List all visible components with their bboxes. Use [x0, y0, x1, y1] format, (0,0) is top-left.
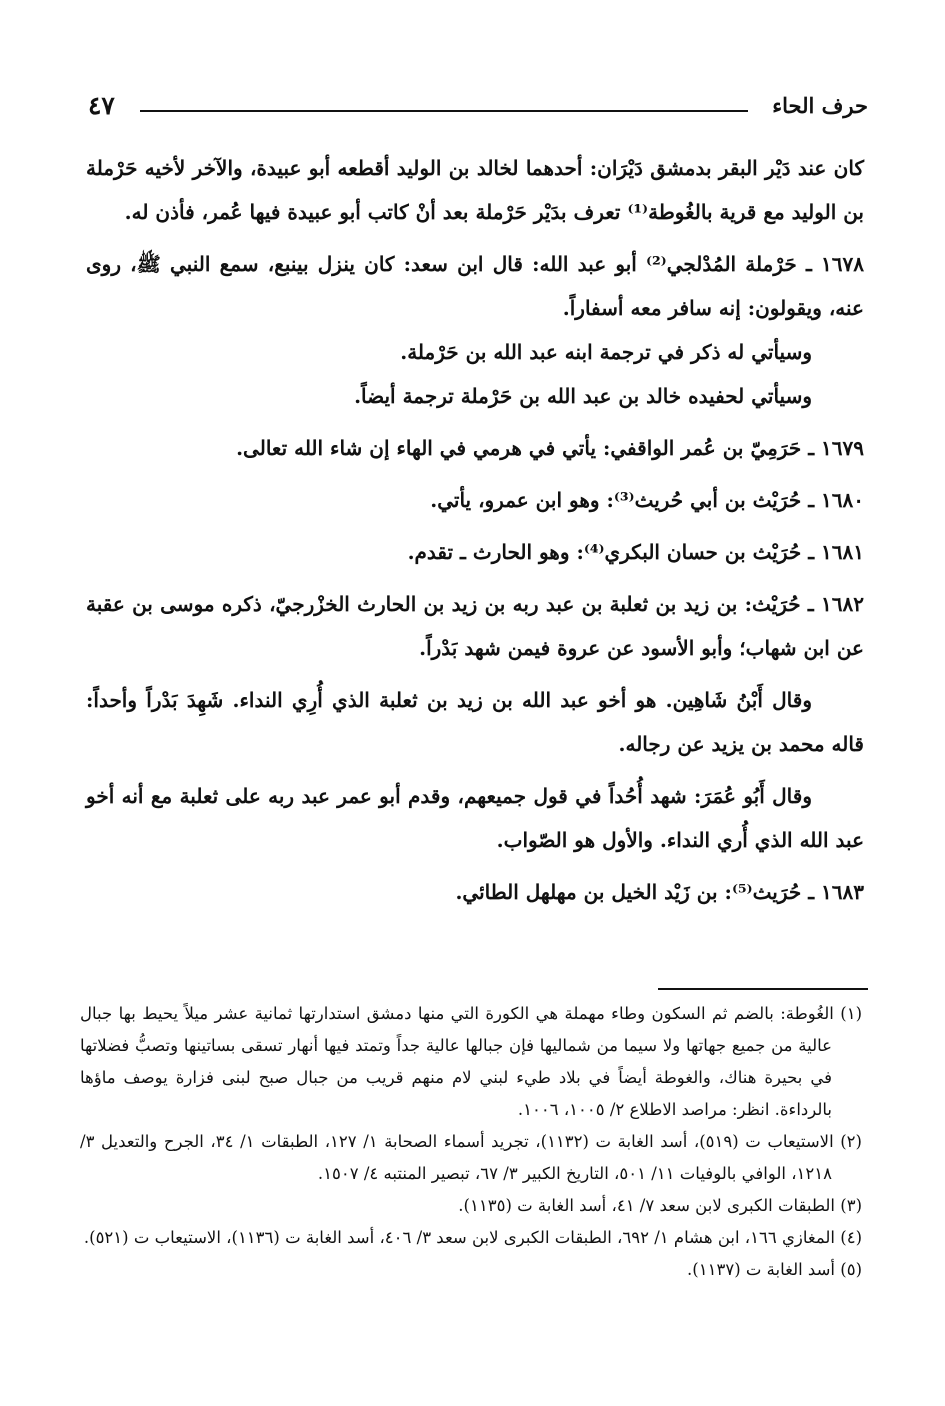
paragraph-ibn-shahin: وقال أَبْنُ شَاهِين. هو أخو عبد الله بن زيد بن ثعلبة الذي أُرِي النداء. شَهِدَ بَدْراً وأحداً: قاله محمد بن يزيد عن رجاله.	[86, 688, 864, 756]
entry-1683: ١٦٨٣ ـ حُرَيث⁽⁵⁾: بن زَيْد الخيل بن مهلهل الطائي.	[455, 880, 864, 904]
entry-1680: ١٦٨٠ ـ حُرَيْث بن أبي حُريث⁽³⁾: وهو ابن عمرو، يأتي.	[430, 488, 864, 512]
footnote-4: (٤) المغازي ١٦٦، ابن هشام ١/ ٦٩٢، الطبقات الكبرى لابن سعد ٣/ ٤٠٦، أسد الغابة ت (١١٣٦)، الاستيعاب ت (٥٢١).	[83, 1228, 862, 1247]
entry-1678: ١٦٧٨ ـ حَرْملة المُدْلجي⁽²⁾ أبو عبد الله: قال ابن سعد: كان ينزل بينبع، سمع النبي ﷺ، روى عنه، ويقولون: إنه سافر معه أسفاراً.	[86, 252, 865, 320]
footnote-2: (٢) الاستيعاب ت (٥١٩)، أسد الغابة ت (١١٣٢)، تجريد أسماء الصحابة ١/ ١٢٧، الطبقات ١/ ٣٤، الجرح والتعديل ٣/ ١٢١٨، الوافي بالوفيات ١١/ ٥٠١، التاريخ الكبير ٣/ ٦٧، تبصير المنتبه ٤/ ١٥٠٧.	[80, 1132, 862, 1183]
footnote-1: (١) الغُوطة: بالضم ثم السكون وطاء مهملة هي الكورة التي منها دمشق استدارتها ثمانية عشر ميلاً يحيط بها جبال عالية من جميع جهاتها ولا سيما من شماليها فإن جبالها عالية جداً وتمتد فيها أنهار تسقى بساتينها وتصبُّ فضلاتها في بحيرة هناك، والغوطة أيضاً في بلاد طيء لبني لام منهم قريب من جبال صبح لبنى فزارة يوصف ماؤها بالرداءة. انظر: مراصد الاطلاع ٢/ ١٠٠٥، ١٠٠٦.	[80, 1004, 862, 1119]
chapter-title: حرف الحاء	[772, 93, 868, 118]
paragraph-continuation: كان عند دَيْر البقر بدمشق دَيْرَان: أحدهما لخالد بن الوليد أقطعه أبو عبيدة، والآخر لأخيه حَرْملة بن الوليد مع قرية بالغُوطة⁽¹⁾ تعرف بدَيْر حَرْملة بعد أنْ كاتب أبو عبيدة فيها عُمر، فأذن له.	[86, 156, 864, 224]
paragraph-abu-umar: وقال أَبُو عُمَرَ: شهد أُحُداً في قول جميعهم، وقدم أبو عمر عبد ربه على ثعلبة مع أنه أخو عبد الله الذي أُري النداء. والأول هو الصّواب.	[86, 784, 864, 852]
main-text	[86, 146, 864, 914]
header-rule	[140, 110, 748, 112]
footnote-separator	[658, 988, 868, 990]
footnote-3: (٣) الطبقات الكبرى لابن سعد ٧/ ٤١، أسد الغابة ت (١١٣٥).	[458, 1196, 862, 1215]
footnotes	[80, 998, 862, 1286]
paragraph-see-son: وسيأتي له ذكر في ترجمة ابنه عبد الله بن حَرْملة.	[400, 340, 812, 364]
entry-1682: ١٦٨٢ ـ حُرَيْث: بن زيد بن ثعلبة بن عبد ربه بن زيد بن الحارث الخزْرجيّ، ذكره موسى بن عقبة عن ابن شهاب؛ وأبو الأسود عن عروة فيمن شهد بَدْراً.	[86, 592, 864, 660]
page-number: ٤٧	[88, 91, 115, 120]
entry-1679: ١٦٧٩ ـ حَرَمِيّ بن عُمر الواقفي: يأتي في هرمي في الهاء إن شاء الله تعالى.	[236, 436, 864, 460]
page-header	[88, 88, 868, 128]
footnote-5: (٥) أسد الغابة ت (١١٣٧).	[687, 1260, 862, 1279]
entry-1681: ١٦٨١ ـ حُرَيْث بن حسان البكري⁽⁴⁾: وهو الحارث ـ تقدم.	[407, 540, 864, 564]
paragraph-see-grandson: وسيأتي لحفيده خالد بن عبد الله بن حَرْملة ترجمة أيضاً.	[354, 384, 812, 408]
